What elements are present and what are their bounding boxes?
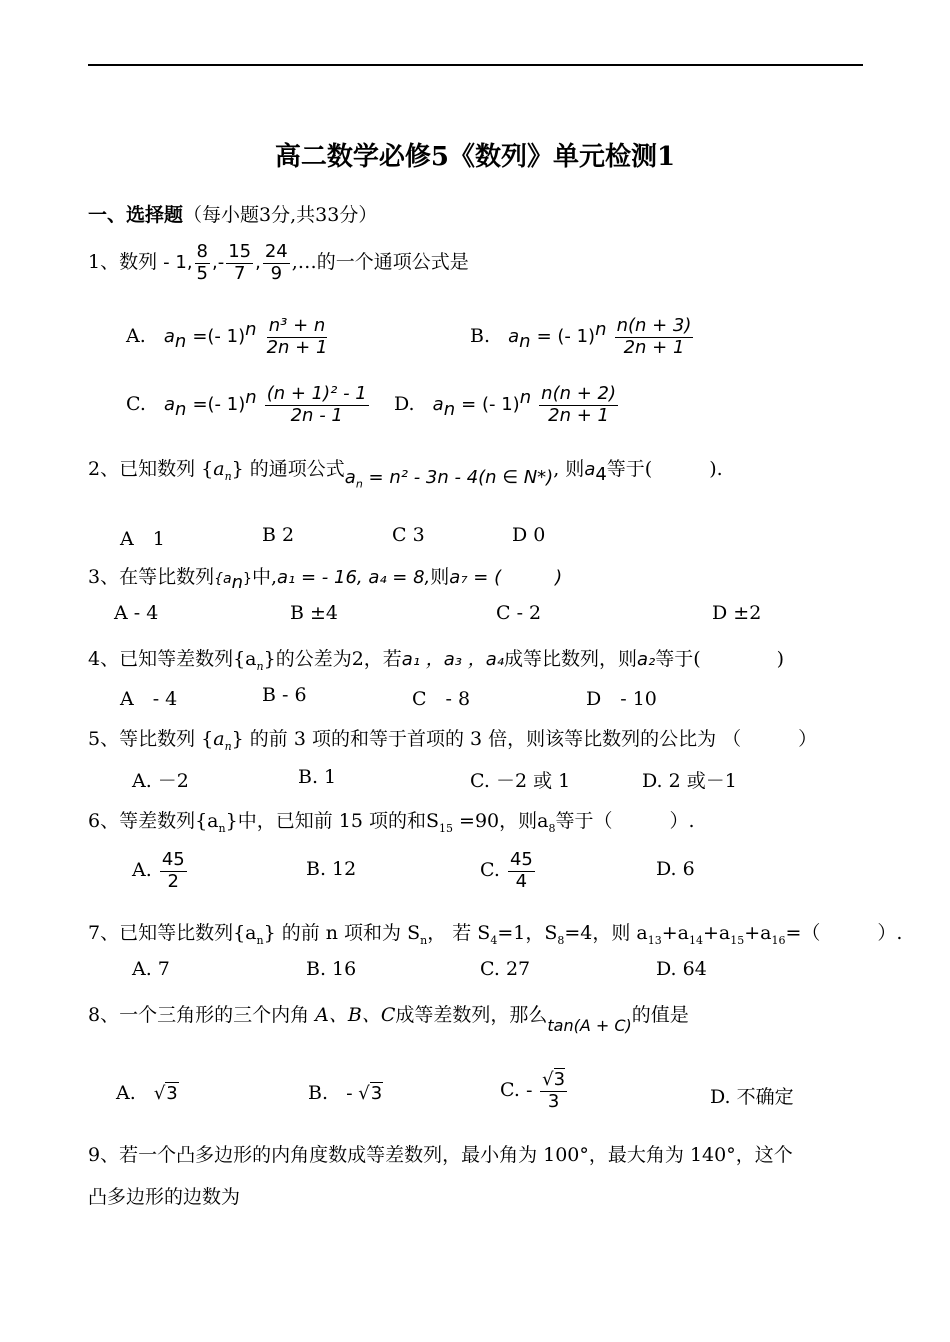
q-text: } 的通项公式 (231, 458, 345, 480)
q-text: =1，S (497, 922, 558, 944)
formula: a₂ (637, 649, 656, 670)
q8-option-a[interactable] (116, 1082, 179, 1104)
q-text: 中, (251, 566, 277, 588)
q-text: 数列 (119, 251, 158, 274)
sign: - (525, 1080, 539, 1102)
sub: 8 (548, 821, 556, 835)
q5-option-b[interactable]: B. 1 (298, 766, 337, 788)
sub: n (256, 933, 264, 947)
fraction: $\frac{√3}{3}$ (542, 1069, 566, 1112)
q-text: +a (661, 922, 689, 944)
q-text: 的值是 (631, 1004, 689, 1026)
eq: = (- 1) (536, 326, 596, 348)
question-9-cont: 凸多边形的边数为 (88, 1186, 241, 1208)
fraction: $\frac{24}{9}$ (264, 241, 288, 284)
q3-option-d[interactable]: D ±2 (712, 602, 762, 624)
q-text: ,…的一个通项公式是 (291, 251, 469, 274)
q-number: 8、 (88, 1004, 120, 1026)
q1-option-c[interactable] (126, 384, 371, 426)
q6-option-c[interactable] (480, 850, 537, 892)
fraction: $\frac{8}{5}$ (196, 241, 208, 284)
option-label: A. (116, 1082, 136, 1104)
sub: n (231, 571, 244, 593)
q-number: 4、 (88, 648, 120, 670)
fraction: $\frac{n(n + 2)}{2n + 1}$ (541, 383, 616, 426)
formula: a₁ = - 16, a₄ = 8, (277, 567, 431, 588)
top-rule (88, 64, 863, 66)
sub: 8 (557, 933, 565, 947)
q-text: +a (744, 922, 772, 944)
q-text: 则 (430, 566, 450, 588)
pow: n (519, 386, 532, 408)
option-label: A. (126, 325, 146, 348)
q-text: +a (702, 922, 731, 944)
q3-option-c[interactable]: C - 2 (496, 602, 542, 624)
fraction: $\frac{45}{4}$ (509, 849, 533, 892)
fraction: $\frac{n(n + 3)}{2n + 1}$ (616, 315, 692, 358)
formula: a₁ ，a₃ ，a₄ (401, 649, 504, 670)
q-number: 1、 (88, 251, 120, 274)
sub: n (519, 330, 531, 352)
q-text: }的公差为2，若 (263, 648, 402, 670)
q-number: 2、 (88, 458, 120, 480)
q5-option-d[interactable]: D. 2 或－1 (642, 770, 737, 792)
q-text: ， 若 S (427, 922, 491, 944)
sub: n (218, 821, 226, 835)
q4-option-a[interactable]: A - 4 (120, 688, 178, 710)
var: S (425, 810, 439, 832)
formula: tan(A + C) (547, 1016, 632, 1035)
sub: n (443, 398, 456, 420)
question-9 (88, 1140, 793, 1167)
q1-option-a[interactable] (126, 316, 331, 358)
sub: 4 (595, 463, 607, 485)
q2-option-d[interactable]: D 0 (512, 524, 546, 546)
question-8 (88, 1000, 689, 1035)
fraction: $\frac{15}{7}$ (228, 241, 252, 284)
sub: n (174, 398, 187, 420)
pow: n (245, 386, 257, 408)
question-3 (88, 562, 562, 593)
sign: - (346, 1083, 359, 1104)
var: a (432, 394, 444, 416)
q-text: 等于( ) (655, 648, 785, 670)
q7-option-b[interactable]: B. 16 (306, 958, 357, 980)
page-title: 高二数学必修5《数列》单元检测1 (274, 142, 676, 172)
value: =90 (453, 810, 500, 832)
q-number: 6、 (88, 810, 120, 832)
question-5 (88, 724, 817, 753)
q1-option-b[interactable] (470, 316, 695, 358)
pow: n (245, 318, 257, 340)
q-text: 等于( ). (606, 458, 723, 480)
set: {a (214, 571, 232, 587)
section-note: （每小题3分,共33分） (183, 204, 378, 226)
q5-option-a[interactable]: A. －2 (132, 770, 189, 792)
eq: = (- 1) (461, 394, 520, 416)
q8-option-b[interactable] (308, 1082, 383, 1104)
section-label: 一、选择题 (88, 204, 184, 226)
question-1 (88, 242, 469, 284)
q-text: 已知等差数列{a (119, 648, 257, 670)
q-text: } 的前 n 项和为 S (263, 922, 421, 944)
q-text: 已知数列 { (119, 458, 214, 480)
q-text: 若一个凸多边形的内角度数成等差数列，最小角为 100°，最大角为 140°，这个 (119, 1144, 793, 1166)
option-label: C. (480, 859, 500, 882)
q3-option-b[interactable]: B ±4 (290, 602, 339, 624)
q-text: }中，已知前 15 项的和 (225, 810, 426, 832)
option-label: B. (470, 325, 491, 348)
sub: n (420, 933, 428, 947)
q2-option-a[interactable]: A 1 (120, 528, 165, 550)
section-header (88, 200, 377, 227)
q-text: ，则 (499, 810, 538, 832)
option-label: C. (126, 393, 146, 416)
question-4 (88, 644, 784, 673)
pow: n (595, 318, 607, 340)
formula: a₇ = ( ) (449, 567, 563, 588)
seq-prefix: - 1, (163, 252, 193, 274)
q-text: } 的前 3 项的和等于首项的 3 倍，则该等比数列的公比为 （ ） (231, 728, 818, 750)
formula-text: = n² - 3n - 4(n ∈ N*) (368, 467, 554, 488)
var: a (163, 326, 175, 348)
var: a (537, 810, 549, 832)
q8-option-c[interactable] (500, 1070, 569, 1112)
fraction: $\frac{\text{(n + 1)² - 1}}{2n - 1}$ (266, 383, 367, 426)
q-text: 已知等比数列{a (119, 922, 257, 944)
sub: 14 (688, 933, 703, 947)
var: a (213, 728, 225, 750)
eq: =(- 1) (192, 326, 246, 348)
q7-option-a[interactable]: A. 7 (132, 958, 170, 980)
sub: 13 (647, 933, 662, 947)
sub: 15 (439, 821, 453, 835)
q4-option-b[interactable]: B - 6 (262, 684, 307, 706)
sub: 16 (771, 933, 786, 947)
option-label: C. (500, 1079, 520, 1102)
q3-option-a[interactable]: A - 4 (114, 602, 159, 624)
q6-option-b[interactable]: B. 12 (306, 858, 357, 880)
q-text: 等比数列 { (119, 728, 214, 750)
question-2 (88, 454, 723, 491)
q1-option-d[interactable] (394, 384, 620, 426)
q6-option-d[interactable]: D. 6 (656, 858, 695, 880)
sub: n (224, 739, 232, 753)
question-6 (88, 806, 695, 835)
var: a (584, 459, 596, 480)
angles: A、B、C (315, 1004, 396, 1026)
sep: ,- (212, 252, 225, 274)
sub: 4 (490, 933, 498, 947)
eq: =(- 1) (192, 394, 246, 416)
option-label: D. (394, 393, 415, 416)
option-label: A. (132, 859, 152, 882)
q7-option-c[interactable]: C. 27 (480, 958, 531, 980)
q8-option-d[interactable]: D. 不确定 (710, 1086, 794, 1108)
q2-option-c[interactable]: C 3 (392, 524, 425, 546)
set-end: } (243, 571, 252, 587)
q-text: 在等比数列 (119, 566, 215, 588)
var: a (213, 458, 225, 480)
q-number: 7、 (88, 922, 120, 944)
sqrt: √3 (358, 1083, 383, 1104)
sep: , (255, 252, 261, 274)
q-number: 9、 (88, 1144, 120, 1166)
option-label: B. (308, 1082, 329, 1104)
q-text: 等差数列{a (119, 810, 219, 832)
formula: $a_n = n^2 - 3n - 4(n$ ∈ N*) (344, 467, 554, 491)
q2-option-b[interactable]: B 2 (262, 524, 295, 546)
sub: 15 (730, 933, 745, 947)
q-text: 成等差数列，那么 (395, 1004, 548, 1026)
sub: n (256, 659, 264, 673)
q4-option-c[interactable]: C - 8 (412, 688, 471, 710)
q4-option-d[interactable]: D - 10 (586, 688, 657, 710)
sub: n (224, 469, 232, 483)
q6-option-a[interactable] (132, 850, 189, 892)
q5-option-c[interactable]: C. －2 或 1 (470, 770, 571, 792)
q-text: 成等比数列，则 (503, 648, 637, 670)
var: a (508, 326, 520, 348)
var: a (163, 394, 175, 416)
sub: n (174, 330, 187, 352)
sqrt: √3 (153, 1083, 178, 1104)
q-number: 3、 (88, 566, 120, 588)
q-text: 一个三角形的三个内角 (119, 1004, 316, 1026)
q-text: 等于（ ）. (555, 810, 695, 832)
fraction: $\frac{\text{n³ + n}}{2n + 1}$ (266, 315, 328, 358)
q-text: =（ ）. (785, 922, 903, 944)
q7-option-d[interactable]: D. 64 (656, 958, 707, 980)
q-text: =4，则 a (564, 922, 648, 944)
q-number: 5、 (88, 728, 120, 750)
q-text: , 则 (553, 458, 585, 480)
fraction: $\frac{45}{2}$ (161, 849, 185, 892)
question-7 (88, 918, 902, 947)
